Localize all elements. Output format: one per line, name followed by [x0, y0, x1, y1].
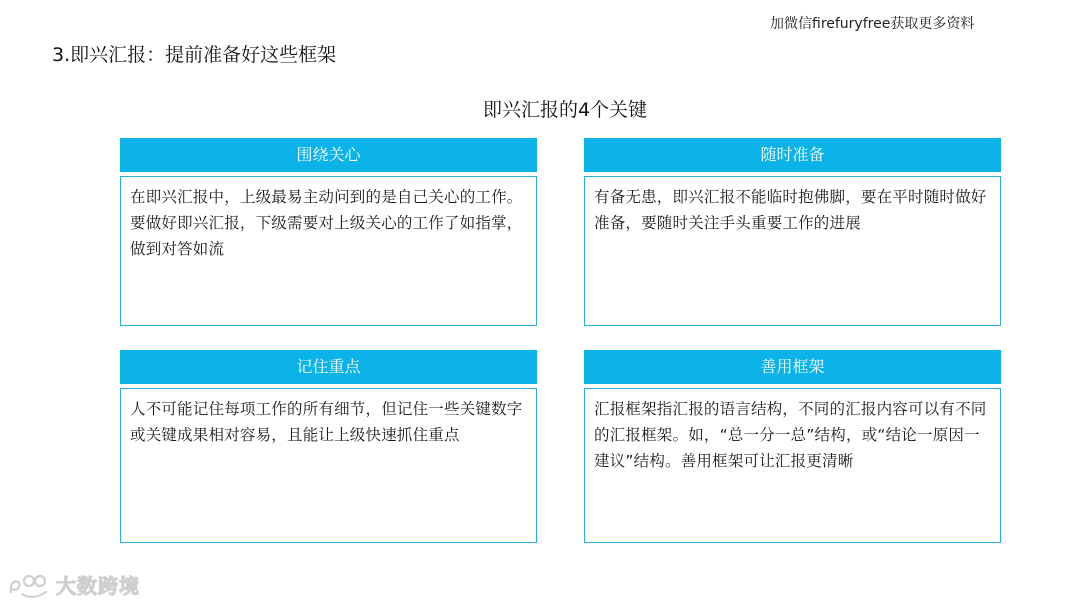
key-card-remember — [120, 350, 537, 543]
card-header: 围绕关心 — [120, 138, 537, 172]
card-header: 善用框架 — [584, 350, 1001, 384]
card-body: 汇报框架指汇报的语言结构，不同的汇报内容可以有不同的汇报框架。如，“总一分一总”结构，或“结论一原因一建议”结构。善用框架可让汇报更清晰 — [584, 388, 1001, 543]
watermark — [8, 571, 140, 601]
page-title: 3.即兴汇报：提前准备好这些框架 — [52, 44, 337, 66]
watermark-text: 大数跨境 — [56, 574, 140, 598]
card-body: 有备无患，即兴汇报不能临时抱佛脚，要在平时随时做好准备，要随时关注手头重要工作的进展 — [584, 176, 1001, 326]
key-card-focus — [120, 138, 537, 326]
header-note: 加微信firefuryfree获取更多资料 — [770, 16, 975, 32]
card-body: 在即兴汇报中，上级最易主动问到的是自己关心的工作。要做好即兴汇报，下级需要对上级关心的工作了如指掌，做到对答如流 — [120, 176, 537, 326]
diagram-title: 即兴汇报的4个关键 — [482, 99, 648, 121]
card-body: 人不可能记住每项工作的所有细节，但记住一些关键数字或关键成果相对容易，且能让上级快速抓住重点 — [120, 388, 537, 543]
doodle-logo-icon — [8, 572, 52, 600]
key-card-framework — [584, 350, 1001, 543]
card-header: 记住重点 — [120, 350, 537, 384]
key-card-prepare — [584, 138, 1001, 326]
card-header: 随时准备 — [584, 138, 1001, 172]
